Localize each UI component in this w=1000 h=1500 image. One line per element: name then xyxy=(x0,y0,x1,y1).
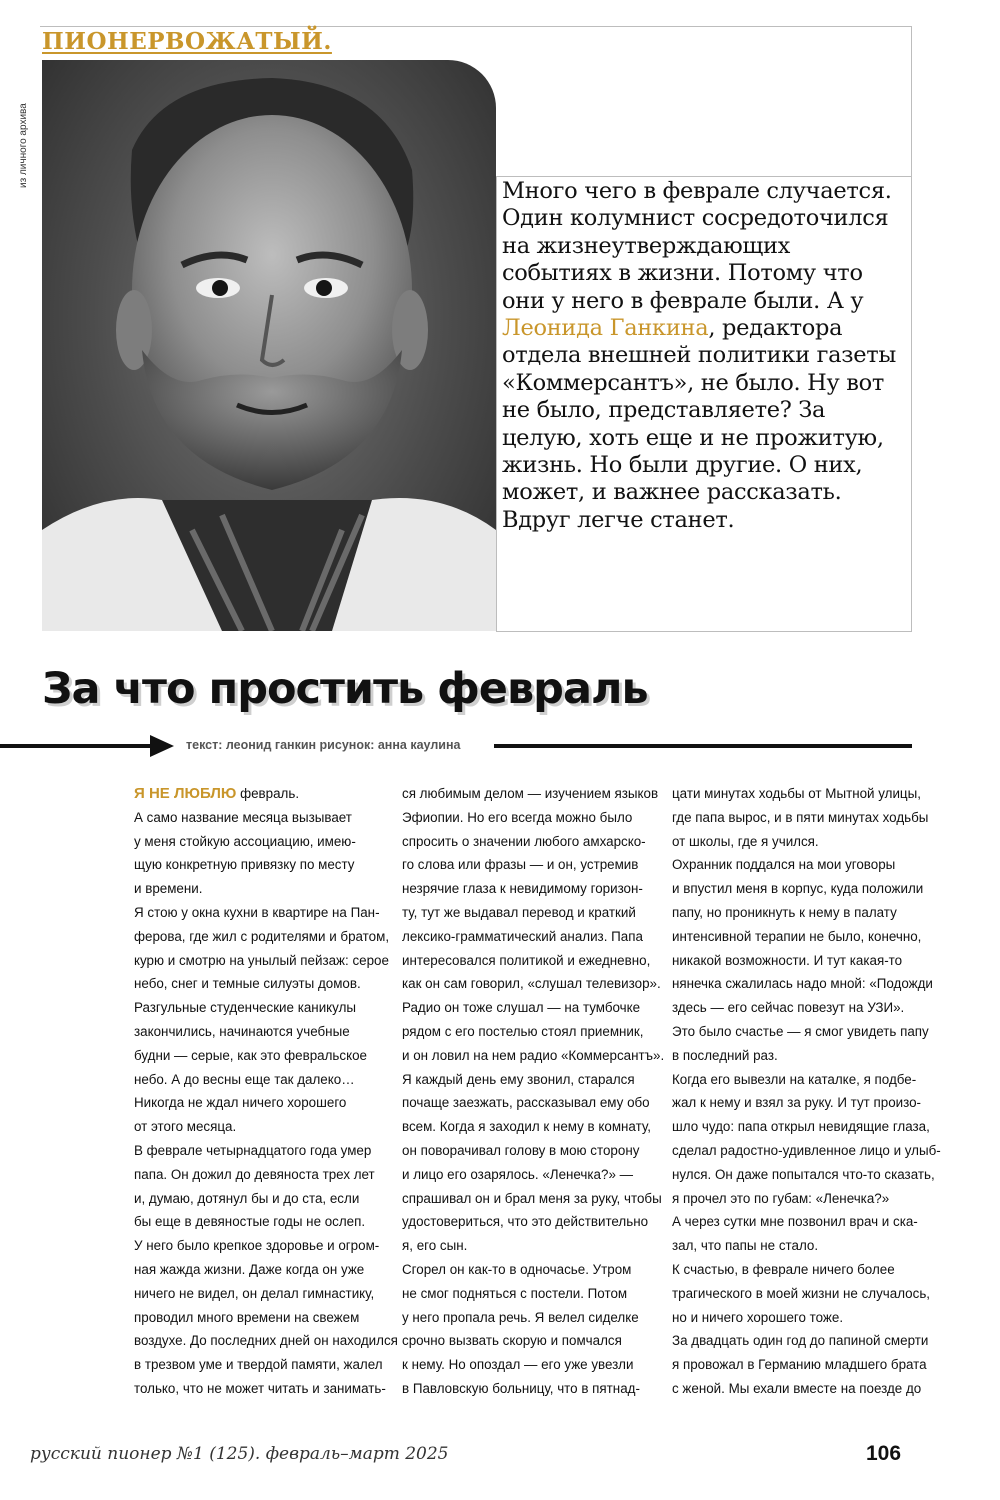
body-line: ная жажда жизни. Даже когда он уже xyxy=(134,1261,365,1277)
frame-top-rule xyxy=(40,26,912,27)
byline-arrow-icon xyxy=(150,735,174,757)
body-line: К счастью, в феврале ничего более xyxy=(672,1261,895,1277)
body-line: спросить о значении любого амхарско- xyxy=(402,833,646,849)
body-line: щую конкретную привязку по месту xyxy=(134,857,355,873)
body-line: трагического в моей жизни не случалось, xyxy=(672,1285,931,1301)
body-line: с женой. Мы ехали вместе на поезде до xyxy=(672,1380,922,1396)
body-line: нулся. Он даже попытался что-то сказать, xyxy=(672,1166,935,1182)
body-line: сделал радостно-удивленное лицо и улыб- xyxy=(672,1142,941,1158)
body-line: папу, но проникнуть к нему в палату xyxy=(672,904,897,920)
body-line: ферова, где жил с родителями и братом, xyxy=(134,928,390,944)
section-rubric: ПИОНЕРВОЖАТЫЙ. xyxy=(42,28,332,55)
body-line: и впустил меня в корпус, куда положили xyxy=(672,881,924,897)
body-line: где папа вырос, и в пяти минутах ходьбы xyxy=(672,809,929,825)
body-line: небо. А до весны еще так далеко… xyxy=(134,1071,355,1087)
body-line: как он сам говорил, «слушал телевизор». xyxy=(402,976,661,992)
body-line: нянечка сжалилась надо мной: «Подожди xyxy=(672,976,933,992)
body-line: от этого месяца. xyxy=(134,1119,237,1135)
body-line: он поворачивал голову в мою сторону xyxy=(402,1142,640,1158)
photo-credit: из личного архива xyxy=(18,103,29,188)
body-line: я прочел это по губам: «Ленечка?» xyxy=(672,1190,890,1206)
body-line: проводил много времени на свежем xyxy=(134,1309,360,1325)
body-column-3 xyxy=(672,782,941,1401)
body-line: закончились, начинаются учебные xyxy=(134,1023,350,1039)
body-line: в Павловскую больницу, что в пятнад- xyxy=(402,1380,640,1396)
author-name-highlight: Леонида Ганкина xyxy=(502,315,709,342)
lead-rest: февраль. xyxy=(236,786,300,801)
lead-in: Я НЕ ЛЮБЛЮ xyxy=(134,785,237,802)
page-number: 106 xyxy=(866,1442,902,1465)
intro-text-part1: Много чего в феврале случается. Один колумнист сосредоточился на жизнеутверждающих событиях в жизни. Потому что они у него в феврале были. А у xyxy=(502,178,892,314)
body-line: почаще заезжать, рассказывал ему обо xyxy=(402,1095,650,1111)
body-line: ничего не видел, он делал гимнастику, xyxy=(134,1285,375,1301)
body-line: У него было крепкое здоровье и огром- xyxy=(134,1238,380,1254)
body-line: не смог подняться с постели. Потом xyxy=(402,1285,628,1301)
frame-right-rule xyxy=(911,26,912,632)
body-line: всем. Когда я заходил к нему в комнату, xyxy=(402,1119,651,1135)
body-line: к нему. Но опоздал — его уже увезли xyxy=(402,1357,634,1373)
body-line: го слова или фразы — и он, устремив xyxy=(402,857,639,873)
intro-frame-left xyxy=(496,176,497,632)
body-line: я, его сын. xyxy=(402,1238,468,1254)
body-line: лексико-грамматический анализ. Папа xyxy=(402,928,643,944)
body-line: За двадцать один год до папиной смерти xyxy=(672,1333,929,1349)
body-line: будни — серые, как это февральское xyxy=(134,1047,367,1063)
author-portrait-photo xyxy=(42,60,496,631)
body-line: Когда его вывезли на каталке, я подбе- xyxy=(672,1071,917,1087)
body-line: бы еще в девяностые годы не ослеп. xyxy=(134,1214,366,1230)
body-line: Я стою у окна кухни в квартире на Пан- xyxy=(134,904,380,920)
body-line: рядом с его постелью стоял приемник, xyxy=(402,1023,644,1039)
body-line: Радио он тоже слушал — на тумбочке xyxy=(402,1000,641,1016)
body-line: незрячие глаза к невидимому горизон- xyxy=(402,881,643,897)
lead-paragraph xyxy=(134,782,370,806)
body-line: в трезвом уме и твердой памяти, жалел xyxy=(134,1357,383,1373)
body-line: и он ловил на нем радио «Коммерсантъ». xyxy=(402,1047,665,1063)
body-line: и лицо его озарялось. «Ленечка?» — xyxy=(402,1166,634,1182)
body-line: папа. Он дожил до девяноста трех лет xyxy=(134,1166,375,1182)
byline-rule-left xyxy=(0,744,158,748)
body-line: небо, снег и темные силуэты домов. xyxy=(134,976,361,992)
body-line: от школы, где я учился. xyxy=(672,833,819,849)
body-line: у меня стойкую ассоциацию, имею- xyxy=(134,833,356,849)
body-line: Я каждый день ему звонил, старался xyxy=(402,1071,635,1087)
body-line: срочно вызвать скорую и помчался xyxy=(402,1333,622,1349)
frame-bottom-rule xyxy=(496,631,912,632)
body-line: только, что не может читать и занимать- xyxy=(134,1380,386,1396)
body-line: и времени. xyxy=(134,881,203,897)
body-line: Это было счастье — я смог увидеть папу xyxy=(672,1023,929,1039)
body-line: спрашивал он и брал меня за руку, чтобы xyxy=(402,1190,662,1206)
body-column-1 xyxy=(134,782,398,1401)
intro-text-part2: , редактора отдела внешней политики газеты «Коммерсантъ», не было. Ну вот не было, представляете? За целую, хоть еще и не прожитую, жизнь. Но были другие. О них, может, и важнее рассказать. Вдруг легче станет. xyxy=(502,315,897,533)
body-column-2 xyxy=(402,782,665,1401)
body-line: никакой возможности. И тут какая-то xyxy=(672,952,903,968)
body-line: В феврале четырнадцатого года умер xyxy=(134,1142,372,1158)
footer-magazine-issue: русский пионер №1 (125). февраль–март 2025 xyxy=(30,1444,449,1464)
body-line: и, думаю, дотянул бы и до ста, если xyxy=(134,1190,360,1206)
body-line: Сгорел он как-то в одночасье. Утром xyxy=(402,1261,632,1277)
body-line: зал, что папы не стало. xyxy=(672,1238,819,1254)
body-line: цати минутах ходьбы от Мытной улицы, xyxy=(672,786,921,801)
body-line: но и ничего хорошего тоже. xyxy=(672,1309,844,1325)
body-line: удостовериться, что это действительно xyxy=(402,1214,649,1230)
intro-frame-top xyxy=(496,176,912,177)
body-line: у него пропала речь. Я велел сиделке xyxy=(402,1309,639,1325)
portrait-illustration xyxy=(42,60,496,631)
body-line: А само название месяца вызывает xyxy=(134,809,352,825)
byline-credits: текст: леонид ганкин рисунок: анна каулина xyxy=(186,738,461,752)
article-headline: За что простить февраль xyxy=(42,664,648,714)
byline-rule-right xyxy=(494,744,912,748)
body-line: Разгульные студенческие каникулы xyxy=(134,1000,357,1016)
body-line: жал к нему и взял за руку. И тут произо- xyxy=(672,1095,922,1111)
body-line: Охранник поддался на мои уговоры xyxy=(672,857,896,873)
body-line: я провожал в Германию младшего брата xyxy=(672,1357,927,1373)
body-line: интересовался политикой и ежедневно, xyxy=(402,952,651,968)
intro-lede xyxy=(502,178,902,534)
body-line: интенсивной терапии не было, конечно, xyxy=(672,928,922,944)
body-line: Эфиопии. Но его всегда можно было xyxy=(402,809,633,825)
body-line: в последний раз. xyxy=(672,1047,778,1063)
body-line: шло чудо: папа открыл невидящие глаза, xyxy=(672,1119,930,1135)
body-line: А через сутки мне позвонил врач и ска- xyxy=(672,1214,918,1230)
body-line: ся любимым делом — изучением языков xyxy=(402,786,659,801)
body-line: курю и смотрю на унылый пейзаж: серое xyxy=(134,952,389,968)
body-line: воздухе. До последних дней он находился xyxy=(134,1333,398,1349)
body-line: здесь — его сейчас повезут на УЗИ». xyxy=(672,1000,905,1016)
body-line: ту, тут же выдавал перевод и краткий xyxy=(402,904,636,920)
body-line: Никогда не ждал ничего хорошего xyxy=(134,1095,347,1111)
